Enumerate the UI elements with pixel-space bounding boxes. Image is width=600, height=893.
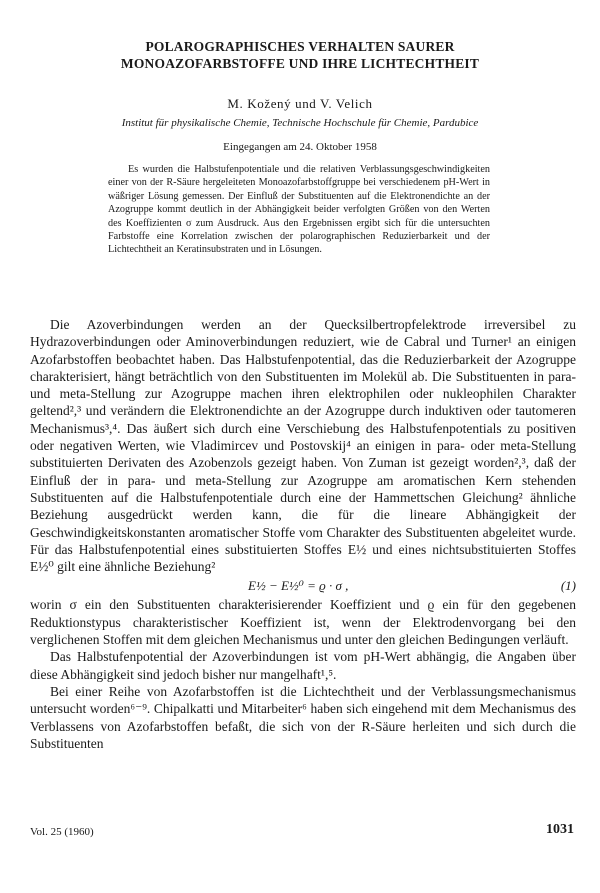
title-line-2: MONOAZOFARBSTOFFE UND IHRE LICHTECHTHEIT xyxy=(120,56,480,71)
paper-title xyxy=(0,38,600,72)
paragraph-1-continued: worin σ ein den Substituenten charakterisierender Koeffizient und ϱ ein für den gegebenen Reduktionstypus charakteristischer Koeffizient ist, wenn der Elektrodenvorgang bei den verglichenen Stoffen mit dem gleichen Mechanismus und unter den gleichen Bedingungen verläuft. xyxy=(30,597,576,648)
journal-volume: Vol. 25 (1960) xyxy=(30,826,94,838)
abstract: Es wurden die Halbstufenpotentiale und die relativen Verblassungsgeschwindigkeiten einer von der R-Säure hergeleiteten Monoazofarbstoffgruppe bei verschiedenem pH-Wert in wäßriger Lösung gemessen. Der Einfluß der Substituenten auf die Elektronendichte an der Azogruppe kommt deutlich in der Abhängigkeit beider verfolgten Größen von den Werten des Koeffizienten σ zum Ausdruck. Aus den Ergebnissen ergibt sich für die untersuchten Farbstoffe eine Korrelation zwischen der polarographischen Reduzierbarkeit und der Lichtechtheit an Keratinsubstraten und in Lösungen. xyxy=(108,164,490,256)
paragraph-2: Das Halbstufenpotential der Azoverbindungen ist vom pH-Wert abhängig, die Angaben über diese Abhängigkeit sind jedoch bisher nur mangelhaft¹,⁵. xyxy=(30,649,576,682)
paragraph-1: Die Azoverbindungen werden an der Quecksilbertropfelektrode irreversibel zu Hydrazoverbindungen oder Aminoverbindungen reduziert, wie de Cabral und Turner¹ an einigen Azofarbstoffen beobachtet haben. Das Halbstufenpotential, das die Reduzierbarkeit der Azogruppe charakterisiert, hängt beträchtlich von den Substituenten im Molekül ab. Die Substituenten in para- und meta-Stellung zur Azogruppe machen ihren elektrophilen oder nukleophilen Charakter geltend²,³ und verändern die Elektronendichte an der Azogruppe durch induktiven oder tautomeren Mechanismus³,⁴. Das äußert sich durch eine Verschiebung des Halbstufenpotentials zu positiven oder negativen Werten, wie Vladimircev und Postovskij⁴ an einigen in para- oder meta-Stellung substituierten Derivaten des Azobenzols gezeigt haben. Von Zuman ist gezeigt worden²,³, daß der Einfluß der in para- und meta-Stellung zur Azogruppe am aromatischen Kern stehenden Substituenten auf die Halbstufenpotentiale durch eine der Hammettschen Gleichung² ähnliche Beziehung ausgedrückt werden kann, die für die lineare Abhängigkeit der Geschwindigkeitskonstanten aromatischer Stoffe vom Charakter des Substituenten abgeleitet wurde. Für das Halbstufenpotential eines substituierten Stoffes E½ und eines nichtsubstituierten Stoffes E½⁰ gilt eine ähnliche Beziehung² xyxy=(30,317,576,575)
title-line-1: POLAROGRAPHISCHES VERHALTEN SAURER xyxy=(145,39,455,54)
affiliation: Institut für physikalische Chemie, Technische Hochschule für Chemie, Pardubice xyxy=(121,117,479,129)
body-text xyxy=(30,316,576,752)
equation-1 xyxy=(30,575,576,596)
paragraph-3: Bei einer Reihe von Azofarbstoffen ist die Lichtechtheit und der Verblassungsmechanismus untersucht worden⁶⁻⁹. Chipalkatti und Mitarbeiter⁶ haben sich eingehend mit dem Mechanismus des Verblassens von Azofarbstoffen befaßt, die sich von der R-Säure herleiten und sich durch die Substituenten xyxy=(30,683,576,751)
page-number: 1031 xyxy=(546,822,574,837)
equation-number: (1) xyxy=(560,578,576,594)
authors: M. Kožený und V. Velich xyxy=(227,96,373,111)
received-date: Eingegangen am 24. Oktober 1958 xyxy=(223,141,377,153)
equation-expression: E½ − E½⁰ = ϱ · σ , xyxy=(248,578,349,594)
